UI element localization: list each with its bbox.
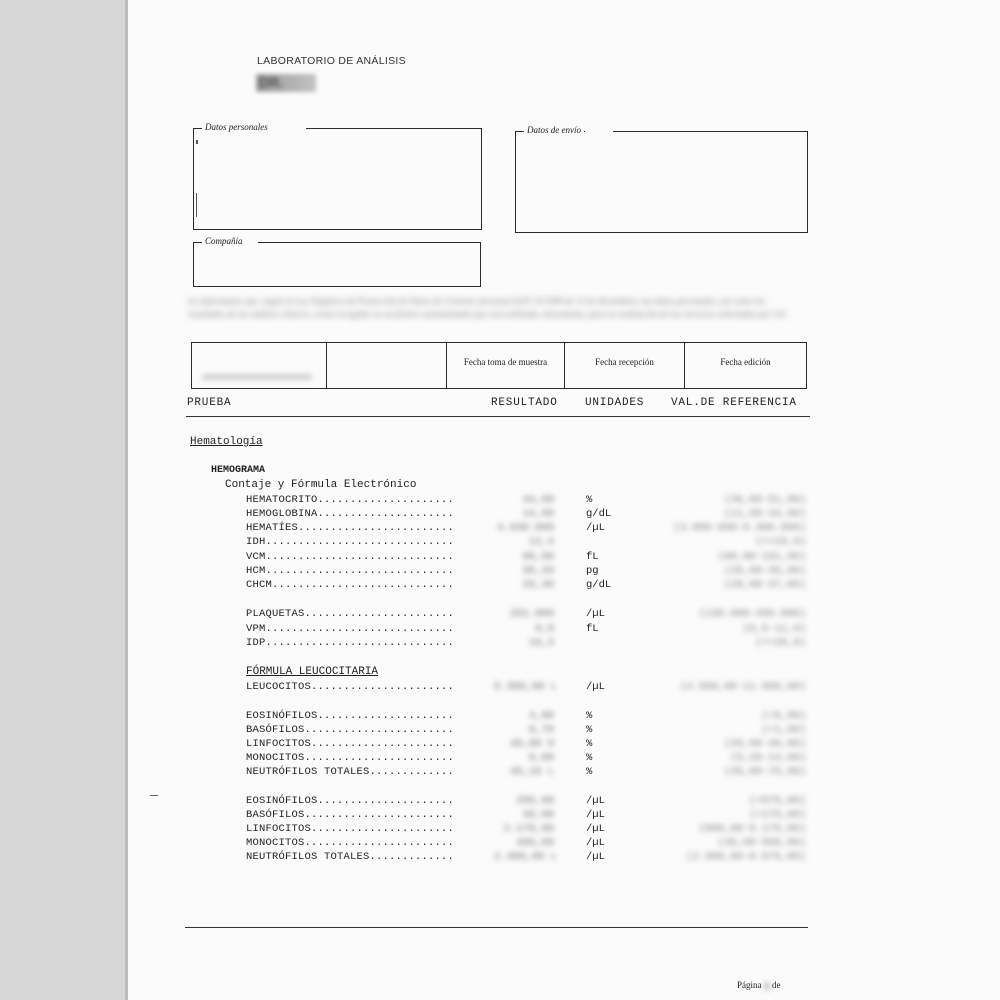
test-unit: pg: [586, 565, 599, 577]
company-label: Compañía: [202, 236, 246, 246]
test-name: BASÓFILOS.......................: [246, 809, 455, 821]
test-result: 5.300,00 L: [494, 681, 558, 693]
test-name: VCM.............................: [246, 551, 455, 563]
test-unit: /µL: [586, 837, 605, 849]
test-unit: /µL: [586, 851, 605, 863]
page-suffix: de: [772, 980, 781, 990]
test-result: 90,50: [522, 551, 554, 563]
test-reference: (45,00-950,00): [717, 837, 806, 849]
column-test: PRUEBA: [187, 397, 232, 409]
test-result: 16,3: [528, 637, 554, 649]
test-reference: (<6,00): [761, 710, 806, 722]
column-result: RESULTADO: [491, 397, 558, 409]
test-name: MONOCITOS.......................: [246, 752, 455, 764]
section-title: Hematología: [190, 436, 263, 448]
test-reference: (11,50-16,50): [724, 508, 806, 520]
header-rule: [186, 416, 810, 417]
test-unit: /µL: [586, 681, 605, 693]
personal-data-box-gap: [270, 126, 306, 130]
test-result: 40,00: [522, 809, 554, 821]
test-result: 45,10 L: [509, 766, 554, 778]
test-reference: (<175,00): [749, 809, 806, 821]
test-reference: (26,00-35,00): [724, 565, 806, 577]
redacted-page-number: [764, 982, 770, 990]
text-cursor-mark: [196, 193, 197, 217]
test-name: PLAQUETAS.......................: [246, 608, 455, 620]
group-title: HEMOGRAMA: [211, 465, 266, 476]
subgroup-title: Contaje y Fórmula Electrónico: [225, 479, 417, 491]
test-result: 40,80 H: [509, 738, 554, 750]
test-name: EOSINÓFILOS.....................: [246, 710, 455, 722]
test-name: MONOCITOS.......................: [246, 837, 455, 849]
page-number: [737, 980, 781, 990]
test-name: IDP.............................: [246, 637, 455, 649]
test-result: 14,90: [522, 508, 554, 520]
test-name: BASÓFILOS.......................: [246, 724, 455, 736]
test-name: NEUTRÓFILOS TOTALES.............: [246, 766, 455, 778]
leuco-section-title: FÓRMULA LEUCOCITARIA: [246, 666, 379, 678]
test-result: 2.390,00 L: [494, 851, 558, 863]
test-unit: /µL: [586, 795, 605, 807]
sample-info-table: [191, 342, 807, 389]
test-unit: %: [586, 752, 593, 764]
test-reference: (800,00-5.175,00): [698, 823, 806, 835]
test-name: EOSINÓFILOS.....................: [246, 795, 455, 807]
test-result: 44,60: [522, 494, 554, 506]
test-unit: %: [586, 738, 593, 750]
test-reference: (20,00-40,00): [724, 738, 806, 750]
test-reference: (2.000,00-8.575,00): [686, 851, 806, 863]
test-name: CHCM............................: [246, 579, 455, 591]
test-result: 255,00: [516, 795, 554, 807]
test-unit: %: [586, 724, 593, 736]
test-name: VPM.............................: [246, 623, 455, 635]
test-reference: (36,00-51,00): [724, 494, 806, 506]
test-unit: fL: [586, 623, 599, 635]
column-units: UNIDADES: [585, 397, 645, 409]
test-name: NEUTRÓFILOS TOTALES.............: [246, 851, 455, 863]
test-name: HCM.............................: [246, 565, 455, 577]
column-reference: VAL.DE REFERENCIA: [671, 397, 797, 409]
test-reference: (28,00-37,00): [724, 579, 806, 591]
test-name: IDH.............................: [246, 536, 455, 548]
edition-date-cell: Fecha edición: [684, 343, 806, 388]
test-result: 0,70: [528, 724, 554, 736]
scan-mark: [150, 795, 158, 796]
test-result: 33,40: [522, 579, 554, 591]
patient-id-cell: [326, 343, 446, 388]
test-unit: /µL: [586, 809, 605, 821]
test-result: 2.170,00: [503, 823, 554, 835]
test-unit: %: [586, 494, 593, 506]
footer-rule: [185, 927, 808, 928]
test-reference: (3.800.000-5.300.000): [673, 522, 806, 534]
page-label: Página: [737, 980, 762, 990]
test-reference: (4.500,00-11.500,00): [679, 681, 806, 693]
test-result: 251.000: [509, 608, 554, 620]
test-reference: (130.000-450.000): [698, 608, 806, 620]
test-reference: (<575,00): [749, 795, 806, 807]
test-name: LINFOCITOS......................: [246, 823, 455, 835]
test-unit: %: [586, 766, 593, 778]
test-name: LINFOCITOS......................: [246, 738, 455, 750]
test-unit: %: [586, 710, 593, 722]
test-name: HEMATÍES........................: [246, 522, 455, 534]
test-unit: g/dL: [586, 579, 612, 591]
test-reference: (80,00-101,00): [717, 551, 806, 563]
shipping-data-box: [515, 131, 808, 233]
text-cursor-mark: [196, 140, 198, 144]
lab-title: LABORATORIO DE ANÁLISIS: [257, 55, 406, 67]
shipping-data-label: Datos de envío: [524, 125, 584, 135]
test-reference: (45,00-75,00): [724, 766, 806, 778]
personal-data-label: Datos personales: [202, 122, 271, 132]
test-unit: fL: [586, 551, 599, 563]
test-result: 9,8: [535, 623, 554, 635]
test-unit: g/dL: [586, 508, 612, 520]
test-reference: (<1,50): [761, 724, 806, 736]
test-reference: (<=20,0): [755, 637, 806, 649]
test-name: HEMATOCRITO.....................: [246, 494, 455, 506]
personal-data-box: [193, 128, 482, 230]
lab-logo: DR.: [256, 74, 316, 92]
reception-date-cell: Fecha recepción: [564, 343, 684, 388]
test-result: 8,60: [528, 752, 554, 764]
test-unit: /µL: [586, 522, 605, 534]
test-reference: (5,20-14,00): [730, 752, 806, 764]
company-box-gap: [244, 240, 258, 244]
test-result: 455,00: [516, 837, 554, 849]
test-result: 30,20: [522, 565, 554, 577]
redacted-patient-code: [202, 375, 312, 379]
test-reference: (<=15,0): [755, 536, 806, 548]
test-unit: /µL: [586, 608, 605, 620]
test-reference: (6,5-11,0): [742, 623, 806, 635]
scan-edge: [125, 0, 128, 1000]
company-box: [193, 242, 481, 287]
sample-date-cell: Fecha toma de muestra: [446, 343, 564, 388]
test-result: 4,80: [528, 710, 554, 722]
shipping-data-box-gap: [585, 129, 613, 133]
test-result: 12,4: [528, 536, 554, 548]
test-name: LEUCOCITOS......................: [246, 681, 455, 693]
test-result: 4.930.000: [497, 522, 554, 534]
privacy-notice: La informamos que, según la Ley Orgánica de Protección de Datos de Carácter personal (LEY 15/1999 de 13 de diciembre), sus datos personales, así como los resultados de los análisis clínicos, serán recogidos en un fichero automatizado que será utilizado, únicamente, para la realización de los servicios solicitados por Ud.: [188, 296, 787, 319]
test-unit: /µL: [586, 823, 605, 835]
test-name: HEMOGLOBINA.....................: [246, 508, 455, 520]
